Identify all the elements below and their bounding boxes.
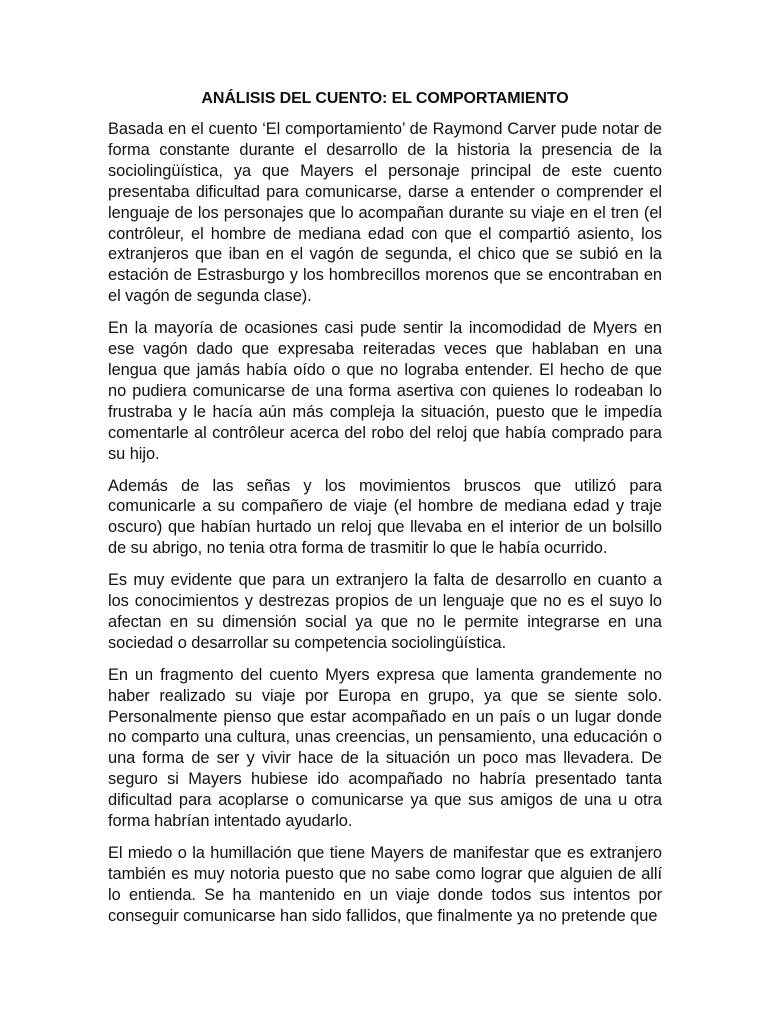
paragraph-4: Es muy evidente que para un extranjero la falta de desarrollo en cuanto a los conocimientos y destrezas propios de un lenguaje que no es el suyo lo afectan en su dimensión social ya que no le permite integrarse en una sociedad o desarrollar su competencia sociolingüística.: [108, 571, 662, 652]
paragraph-2: En la mayoría de ocasiones casi pude sentir la incomodidad de Myers en ese vagón dado que expresaba reiteradas veces que hablaban en una lengua que jamás había oído o que no lograba entender. El hecho de que no pudiera comunicarse de una forma asertiva con quienes lo rodeaban lo frustraba y le hacía aún más compleja la situación, puesto que le impedía comentarle al contrôleur acerca del robo del reloj que había comprado para su hijo.: [108, 319, 662, 463]
paragraph-6: El miedo o la humillación que tiene Mayers de manifestar que es extranjero también es muy notoria puesto que no sabe como lograr que alguien de allí lo entienda. Se ha mantenido en un viaje donde todos sus intentos por conseguir comunicarse han sido fallidos, que finalmente ya no pretende que: [108, 844, 662, 925]
paragraph-1: Basada en el cuento ‘El comportamiento’ de Raymond Carver pude notar de forma constante durante el desarrollo de la historia la presencia de la sociolingüística, ya que Mayers el personaje principal de este cuento presentaba dificultad para comunicarse, darse a entender o comprender el lenguaje de los personajes que lo acompañan durante su viaje en el tren (el contrôleur, el hombre de mediana edad con que el compartió asiento, los extranjeros que iban en el vagón de segunda, el chico que se subió en la estación de Estrasburgo y los hombrecillos morenos que se encontraban en el vagón de segunda clase).: [108, 120, 662, 306]
paragraph-3: Además de las señas y los movimientos bruscos que utilizó para comunicarle a su compañero de viaje (el hombre de mediana edad y traje oscuro) que habían hurtado un reloj que llevaba en el interior de un bolsillo de su abrigo, no tenia otra forma de trasmitir lo que le había ocurrido.: [108, 476, 662, 558]
document-body: [108, 119, 662, 927]
document-title: ANÁLISIS DEL CUENTO: EL COMPORTAMIENTO: [201, 90, 569, 107]
paragraph-5: En un fragmento del cuento Myers expresa que lamenta grandemente no haber realizado su viaje por Europa en grupo, ya que se siente solo. Personalmente pienso que estar acompañado en un país o un lugar donde no comparto una cultura, unas creencias, un pensamiento, una educación o una forma de ser y vivir hace de la situación un poco mas llevadera. De seguro si Mayers hubiese ido acompañado no habría presentado tanta dificultad para acoplarse o comunicarse ya que sus amigos de una u otra forma habrían intentado ayudarlo.: [108, 665, 662, 831]
